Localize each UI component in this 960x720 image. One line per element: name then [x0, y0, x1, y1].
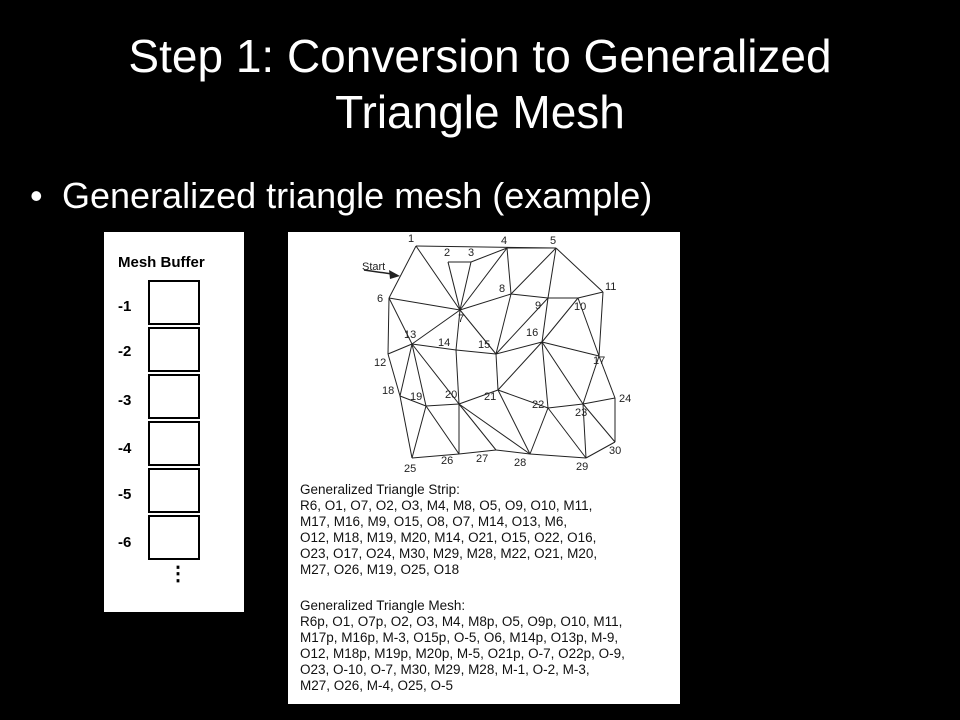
triangle-mesh-panel — [288, 232, 680, 704]
mesh-edge — [498, 342, 542, 390]
bullet-dot: • — [30, 175, 43, 216]
triangle-strip-line: O23, O17, O24, M30, M29, M28, M22, O21, M20, — [300, 546, 598, 561]
mesh-buffer-title: Mesh Buffer — [118, 254, 205, 271]
mesh-edge — [388, 344, 412, 354]
mesh-edge — [426, 406, 459, 454]
triangle-strip-line: O12, M18, M19, M20, M14, O21, O15, O22, O16, — [300, 530, 597, 545]
mesh-edge — [459, 404, 530, 454]
mesh-edge — [400, 396, 412, 458]
mesh-buffer-label: -1 — [118, 298, 132, 315]
mesh-buffer-label: -6 — [118, 534, 132, 551]
vertex-label: 21 — [484, 391, 497, 403]
mesh-buffer-cell — [148, 421, 200, 466]
triangle-mesh-heading: Generalized Triangle Mesh: — [300, 598, 466, 613]
vertex-label: 19 — [410, 391, 423, 403]
vertex-label: 22 — [532, 399, 545, 411]
vertex-label: 26 — [441, 455, 454, 467]
triangle-mesh-block — [300, 598, 672, 694]
mesh-buffer-label: -3 — [118, 392, 132, 409]
mesh-edge — [426, 404, 459, 406]
vertex-label: 7 — [458, 313, 465, 325]
triangle-strip-line: M17, M16, M9, O15, O8, O7, M14, O13, M6, — [300, 514, 568, 529]
mesh-buffer-label: -2 — [118, 343, 132, 360]
mesh-edge — [459, 404, 496, 450]
vertex-label: 5 — [550, 235, 557, 247]
vertex-label: 13 — [404, 329, 417, 341]
mesh-edge — [530, 454, 586, 458]
mesh-buffer-label: -4 — [118, 440, 132, 457]
vertex-label: 29 — [576, 461, 589, 472]
vertex-label: 14 — [438, 337, 451, 349]
mesh-edge — [460, 294, 511, 310]
triangle-mesh-line: M17p, M16p, M-3, O15p, O-5, O6, M14p, O13p, M-9, — [300, 630, 619, 645]
mesh-buffer-cell — [148, 280, 200, 325]
mesh-edge — [583, 404, 615, 442]
vertex-label: 23 — [575, 407, 588, 419]
mesh-edge — [496, 342, 542, 354]
triangle-mesh-line: O23, O-10, O-7, M30, M29, M28, M-1, O-2, M-3, — [300, 662, 590, 677]
vertex-label: 9 — [535, 300, 542, 312]
vertex-label: 20 — [445, 389, 458, 401]
triangle-strip-block — [300, 482, 672, 578]
vertex-label: 18 — [382, 385, 395, 397]
vertex-label: 28 — [514, 457, 527, 469]
mesh-edge — [583, 398, 615, 404]
mesh-buffer-cell — [148, 468, 200, 513]
mesh-edge — [599, 292, 603, 356]
mesh-edge — [578, 292, 603, 298]
mesh-buffer-cell — [148, 515, 200, 560]
mesh-edge — [389, 298, 460, 310]
vertex-label: 27 — [476, 453, 489, 465]
vertex-label: 8 — [499, 283, 506, 295]
vertex-label: 11 — [605, 281, 617, 293]
triangle-mesh-line: M27, O26, M-4, O25, O-5 — [300, 678, 454, 693]
vertex-label: 17 — [593, 355, 606, 367]
triangle-mesh-line: O12, M18p, M19p, M20p, M-5, O21p, O-7, O22p, O-9, — [300, 646, 625, 661]
vertex-label: 3 — [468, 247, 475, 259]
slide-title-line-2: Triangle Mesh — [335, 86, 625, 138]
bullet-item — [30, 174, 652, 218]
mesh-edge — [400, 344, 412, 396]
mesh-edge — [412, 406, 426, 458]
mesh-edge — [416, 246, 460, 310]
vertex-label: 1 — [408, 233, 415, 245]
mesh-edge — [511, 294, 548, 298]
vertex-label: 6 — [377, 293, 384, 305]
vertex-label: 16 — [526, 327, 539, 339]
mesh-edge — [389, 246, 416, 298]
mesh-edge — [542, 342, 599, 356]
mesh-edge — [448, 262, 460, 310]
mesh-edge — [542, 342, 583, 404]
vertex-label: 10 — [574, 301, 587, 313]
vertex-label: 24 — [619, 393, 632, 405]
mesh-buffer-continuation: ⋮ — [168, 563, 188, 585]
vertex-label: 25 — [404, 463, 417, 472]
triangle-strip-line: M27, O26, M19, O25, O18 — [300, 562, 460, 577]
mesh-buffer-cell — [148, 374, 200, 419]
mesh-edge — [388, 298, 389, 354]
mesh-buffer-cell — [148, 327, 200, 372]
mesh-edge — [530, 408, 548, 454]
triangle-strip-line: R6, O1, O7, O2, O3, M4, M8, O5, O9, O10, M11, — [300, 498, 593, 513]
mesh-edge — [412, 310, 460, 344]
slide-title-line-1: Step 1: Conversion to Generalized — [128, 30, 832, 82]
triangle-strip-heading: Generalized Triangle Strip: — [300, 482, 460, 497]
mesh-buffer-label: -5 — [118, 486, 132, 503]
mesh-edge — [496, 294, 511, 354]
mesh-buffer-panel — [104, 232, 244, 612]
start-label: Start — [362, 261, 386, 273]
vertex-label: 12 — [374, 357, 387, 369]
triangle-mesh-line: R6p, O1, O7p, O2, O3, M4, M8p, O5, O9p, O10, M11, — [300, 614, 623, 629]
vertex-label: 2 — [444, 247, 451, 259]
triangle-mesh-diagram — [288, 232, 680, 472]
mesh-edge — [556, 248, 603, 292]
vertex-label: 15 — [478, 339, 491, 351]
mesh-edge — [496, 354, 498, 390]
bullet-text: Generalized triangle mesh (example) — [62, 175, 653, 216]
vertex-label: 30 — [609, 445, 622, 457]
slide-title — [0, 28, 960, 140]
mesh-edge — [507, 248, 511, 294]
vertex-label: 4 — [501, 235, 508, 247]
